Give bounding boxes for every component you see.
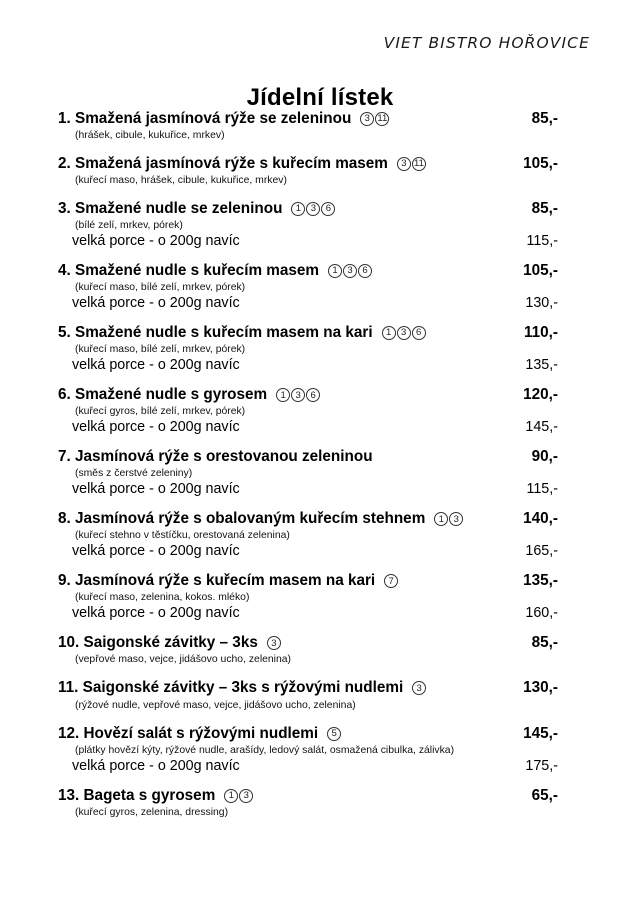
large-portion-option	[58, 295, 558, 311]
menu-item-name-group	[58, 787, 518, 805]
menu-item-name: 4. Smažené nudle s kuřecím masem	[58, 262, 320, 280]
menu-item-description: (kuřecí gyros, zelenina, dressing)	[75, 806, 229, 818]
menu-item	[58, 262, 558, 311]
allergen-badge-icon: 3	[306, 202, 320, 216]
menu-item-price: 135,-	[523, 572, 558, 590]
large-portion-option	[58, 543, 558, 559]
menu-item-header	[58, 110, 558, 128]
menu-item	[58, 634, 558, 666]
menu-item-price: 85,-	[531, 110, 558, 127]
large-portion-price: 130,-	[525, 295, 558, 312]
menu-item	[58, 324, 558, 373]
large-portion-price: 160,-	[525, 605, 558, 622]
menu-item-name-group	[58, 200, 518, 218]
allergen-badge-icon: 6	[412, 326, 426, 340]
menu-item	[58, 448, 558, 497]
menu-item-header	[58, 679, 558, 697]
menu-item-name: 13. Bageta s gyrosem	[58, 786, 216, 804]
menu-item	[58, 110, 558, 142]
menu-item-description: (kuřecí stehno v těstíčku, orestovaná zelenina)	[75, 530, 290, 542]
menu-item	[58, 510, 558, 559]
menu-item-price: 120,-	[523, 386, 558, 404]
menu-item-header	[58, 510, 558, 528]
large-portion-price: 165,-	[525, 543, 558, 560]
menu-item-name-group	[58, 155, 509, 173]
large-portion-label: velká porce - o 200g navíc	[72, 295, 240, 312]
allergen-badge-icon: 1	[276, 388, 290, 402]
menu-item-name-group	[58, 510, 509, 528]
restaurant-brand-name: VIET BISTRO HOŘOVICE	[383, 34, 590, 52]
menu-item-name-group	[58, 110, 518, 128]
menu-item-description: (směs z čerstvé zeleniny)	[75, 468, 193, 480]
menu-item-name-group	[58, 262, 509, 280]
menu-item-description: (kuřecí maso, hrášek, cibule, kukuřice, mrkev)	[75, 175, 287, 187]
allergen-badge-icon: 3	[343, 264, 357, 278]
menu-item-name: 11. Saigonské závitky – 3ks s rýžovými nudlemi	[58, 679, 404, 697]
allergen-badge-icon: 1	[434, 512, 448, 526]
menu-item-header	[58, 572, 558, 590]
menu-item-name: 10. Saigonské závitky – 3ks	[58, 634, 258, 652]
large-portion-option	[58, 419, 558, 435]
allergen-badge-group	[397, 157, 426, 171]
menu-item-description: (hrášek, cibule, kukuřice, mrkev)	[75, 130, 225, 142]
allergen-badge-group	[276, 388, 320, 402]
menu-item-price: 140,-	[523, 510, 558, 528]
large-portion-label: velká porce - o 200g navíc	[72, 481, 240, 498]
allergen-badge-icon: 5	[327, 727, 341, 741]
menu-item-name: 9. Jasmínová rýže s kuřecím masem na kari	[58, 572, 376, 590]
menu-item-price: 85,-	[531, 634, 558, 652]
menu-item	[58, 386, 558, 435]
allergen-badge-icon: 11	[412, 157, 426, 171]
large-portion-price: 175,-	[525, 757, 558, 774]
large-portion-price: 115,-	[526, 233, 558, 250]
large-portion-price: 145,-	[525, 419, 558, 436]
menu-item-list	[58, 110, 558, 832]
allergen-badge-icon: 3	[412, 681, 426, 695]
large-portion-label: velká porce - o 200g navíc	[72, 543, 240, 560]
menu-item-header	[58, 200, 558, 218]
menu-item-name: 1. Smažená jasmínová rýže se zeleninou	[58, 110, 352, 127]
allergen-badge-icon: 6	[321, 202, 335, 216]
large-portion-label: velká porce - o 200g navíc	[72, 233, 240, 250]
allergen-badge-icon: 11	[375, 112, 389, 126]
allergen-badge-icon: 3	[397, 157, 411, 171]
menu-item-description: (kuřecí gyros, bílé zelí, mrkev, pórek)	[75, 406, 246, 418]
menu-item-name: 8. Jasmínová rýže s obalovaným kuřecím stehnem	[58, 510, 426, 528]
menu-item-name: 7. Jasmínová rýže s orestovanou zeleninou	[58, 448, 373, 466]
large-portion-option	[58, 605, 558, 621]
allergen-badge-icon: 3	[267, 636, 281, 650]
allergen-badge-group	[327, 727, 341, 741]
menu-item-price: 90,-	[531, 448, 558, 466]
menu-item-price: 85,-	[531, 200, 558, 218]
menu-item-name-group	[58, 725, 509, 743]
menu-item-header	[58, 787, 558, 805]
menu-item-name: 3. Smažené nudle se zeleninou	[58, 200, 283, 218]
menu-item-description: (kuřecí maso, bílé zelí, mrkev, pórek)	[75, 282, 246, 294]
menu-item	[58, 725, 558, 774]
menu-item-description: (bílé zelí, mrkev, pórek)	[75, 220, 183, 232]
allergen-badge-icon: 3	[449, 512, 463, 526]
large-portion-label: velká porce - o 200g navíc	[72, 757, 240, 774]
menu-item-header	[58, 634, 558, 652]
menu-item-name-group	[58, 679, 509, 697]
allergen-badge-icon: 6	[306, 388, 320, 402]
allergen-badge-group	[382, 326, 426, 340]
menu-item-price: 105,-	[523, 262, 558, 280]
large-portion-label: velká porce - o 200g navíc	[72, 605, 240, 622]
allergen-badge-icon: 7	[384, 574, 398, 588]
large-portion-option	[58, 758, 558, 774]
allergen-badge-group	[360, 112, 389, 126]
menu-item-description: (kuřecí maso, bílé zelí, mrkev, pórek)	[75, 344, 246, 356]
page-title: Jídelní lístek	[246, 84, 394, 112]
menu-item-description: (vepřové maso, vejce, jidášovo ucho, zelenina)	[75, 654, 292, 666]
menu-item	[58, 155, 558, 187]
menu-item-description: (rýžové nudle, vepřové maso, vejce, jidášovo ucho, zelenina)	[75, 699, 356, 711]
menu-item-header	[58, 448, 558, 466]
large-portion-price: 135,-	[525, 357, 558, 374]
menu-item-name: 6. Smažené nudle s gyrosem	[58, 386, 268, 404]
allergen-badge-icon: 6	[358, 264, 372, 278]
allergen-badge-icon: 3	[239, 789, 253, 803]
menu-item-name-group	[58, 386, 509, 404]
allergen-badge-group	[224, 789, 253, 803]
menu-item-name-group	[58, 572, 509, 590]
allergen-badge-group	[291, 202, 335, 216]
large-portion-option	[58, 357, 558, 373]
menu-item-header	[58, 324, 558, 342]
menu-item-price: 110,-	[523, 324, 558, 342]
menu-item-price: 65,-	[531, 786, 558, 804]
menu-item-price: 145,-	[523, 724, 558, 742]
menu-item-name: 12. Hovězí salát s rýžovými nudlemi	[58, 724, 319, 742]
menu-item-name: 5. Smažené nudle s kuřecím masem na kari	[58, 324, 373, 342]
allergen-badge-group	[412, 681, 426, 695]
menu-item-name-group	[58, 324, 510, 342]
menu-item-header	[58, 725, 558, 743]
menu-item	[58, 787, 558, 819]
menu-item	[58, 572, 558, 621]
menu-item-description: (plátky hovězí kýty, rýžové nudle, arašídy, ledový salát, osmažená cibulka, zálivka)	[75, 744, 455, 756]
large-portion-label: velká porce - o 200g navíc	[72, 419, 240, 436]
allergen-badge-icon: 1	[382, 326, 396, 340]
menu-item-header	[58, 155, 558, 173]
menu-item-price: 130,-	[523, 679, 558, 697]
menu-item-price: 105,-	[523, 155, 558, 173]
allergen-badge-group	[384, 574, 398, 588]
allergen-badge-icon: 1	[224, 789, 238, 803]
menu-item	[58, 200, 558, 249]
large-portion-option	[58, 481, 558, 497]
large-portion-option	[58, 233, 558, 249]
allergen-badge-icon: 1	[328, 264, 342, 278]
menu-item-name-group	[58, 634, 518, 652]
allergen-badge-group	[434, 512, 463, 526]
allergen-badge-group	[267, 636, 281, 650]
allergen-badge-icon: 3	[360, 112, 374, 126]
large-portion-price: 115,-	[526, 481, 558, 498]
menu-item-name-group	[58, 448, 518, 466]
allergen-badge-group	[328, 264, 372, 278]
allergen-badge-icon: 3	[291, 388, 305, 402]
allergen-badge-icon: 3	[397, 326, 411, 340]
menu-item-header	[58, 386, 558, 404]
menu-item	[58, 679, 558, 711]
large-portion-label: velká porce - o 200g navíc	[72, 357, 240, 374]
menu-item-header	[58, 262, 558, 280]
menu-item-name: 2. Smažená jasmínová rýže s kuřecím masem	[58, 155, 388, 173]
menu-item-description: (kuřecí maso, zelenina, kokos. mléko)	[75, 592, 250, 604]
allergen-badge-icon: 1	[291, 202, 305, 216]
